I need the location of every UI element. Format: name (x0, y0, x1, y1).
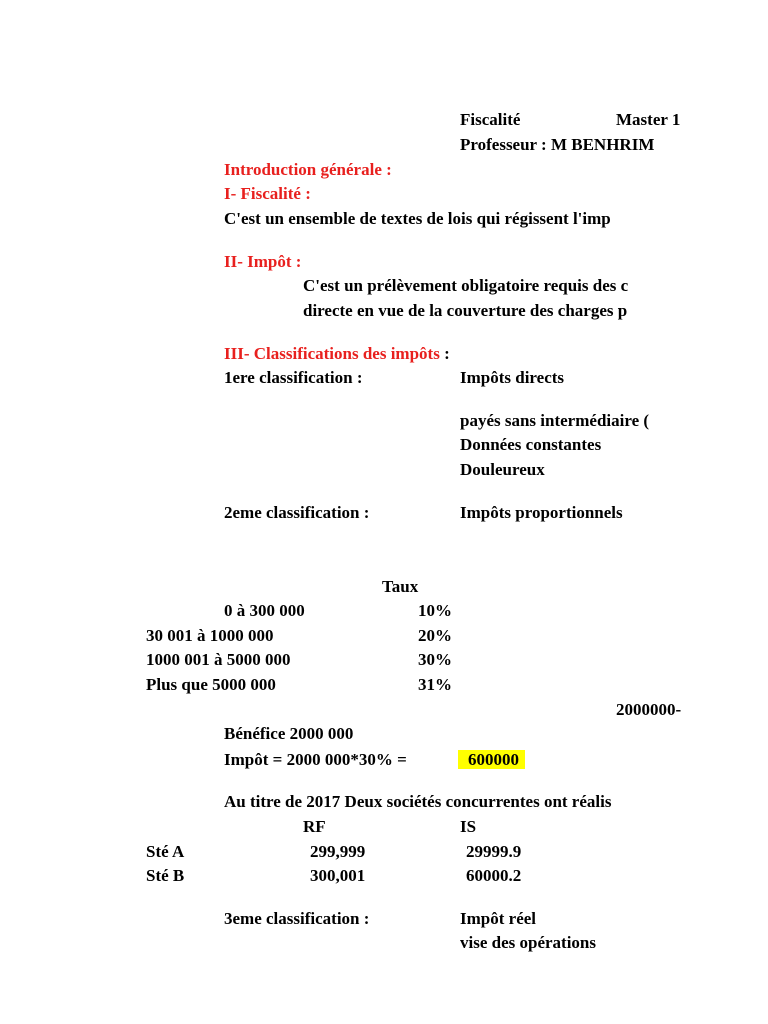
section-classifications-heading (224, 344, 450, 364)
company-is: 29999.9 (466, 842, 522, 861)
company-rf: 300,001 (310, 866, 366, 885)
company-name: Sté A (146, 842, 185, 861)
third-classification-detail: vise des opérations (460, 933, 596, 952)
classifications-title: III- Classifications des impôts (224, 344, 440, 363)
tax-result-highlight: 600000 (458, 750, 525, 769)
first-classification-detail-1: payés sans intermédiaire ( (460, 411, 650, 430)
comparison-intro: Au titre de 2017 Deux sociétés concurrentes ont réalis (224, 792, 612, 811)
rate-range: 0 à 300 000 (224, 601, 305, 620)
rate-range: Plus que 5000 000 (146, 675, 276, 694)
rate-range: 1000 001 à 5000 000 (146, 650, 291, 669)
first-classification-label: 1ere classification : (224, 368, 363, 387)
third-classification-value: Impôt réel (460, 909, 537, 928)
comparison-col-is: IS (460, 817, 477, 836)
second-classification-label: 2eme classification : (224, 503, 370, 522)
company-rf: 299,999 (310, 842, 366, 861)
rate-value: 20% (418, 626, 452, 645)
first-classification-value: Impôts directs (460, 368, 565, 387)
second-classification-value: Impôts proportionnels (460, 503, 623, 522)
company-is: 60000.2 (466, 866, 522, 885)
impot-definition-line1: C'est un prélèvement obligatoire requis des c (303, 276, 629, 295)
fiscalite-definition: C'est un ensemble de textes de lois qui régissent l'imp (224, 209, 611, 228)
rate-value: 30% (418, 650, 452, 669)
company-name: Sté B (146, 866, 185, 885)
benefit-label: Bénéfice 2000 000 (224, 724, 354, 743)
impot-definition-line2: directe en vue de la couverture des charges p (303, 301, 628, 320)
first-classification-detail-3: Douleureux (460, 460, 545, 479)
third-classification-label: 3eme classification : (224, 909, 370, 928)
section-impot-heading: II- Impôt : (224, 252, 302, 271)
rate-value: 10% (418, 601, 452, 620)
comparison-col-rf: RF (303, 817, 326, 836)
tax-result-cell (458, 748, 525, 772)
intro-heading: Introduction générale : (224, 160, 392, 179)
section-fiscalite-heading: I- Fiscalité : (224, 184, 311, 203)
rates-header: Taux (382, 577, 419, 596)
tax-formula: Impôt = 2000 000*30% = (224, 750, 407, 769)
subject-label: Fiscalité (460, 110, 521, 129)
rate-value: 31% (418, 675, 452, 694)
rates-right-value: 2000000- (616, 700, 682, 719)
classifications-colon: : (439, 344, 450, 363)
level-label: Master 1 (616, 110, 681, 129)
first-classification-detail-2: Données constantes (460, 435, 602, 454)
professor-label: Professeur : M BENHRIM (460, 135, 655, 154)
rate-range: 30 001 à 1000 000 (146, 626, 274, 645)
